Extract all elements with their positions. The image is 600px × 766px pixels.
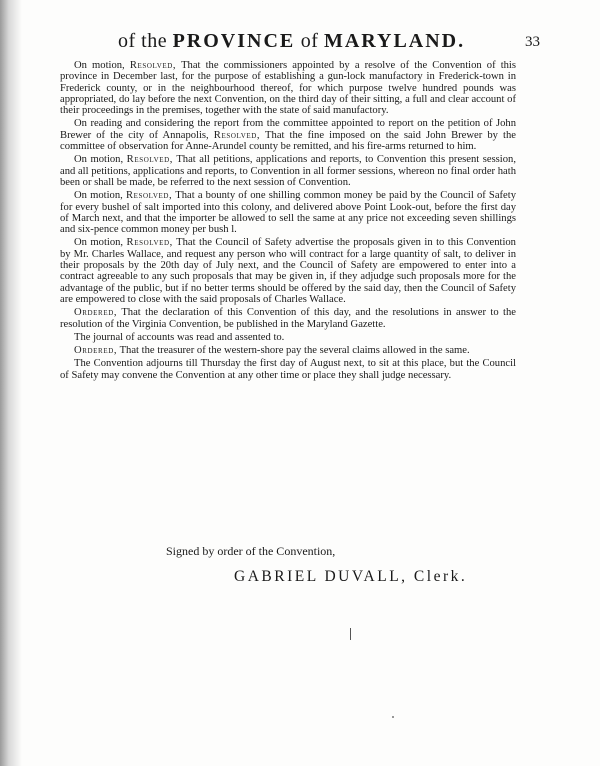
para-keyword: Resolved, (129, 60, 177, 71)
para-lead: The Convention adjourns till Thursday the first day of August next, to sit at this place, but the Council of Safety may convene the Convention at any other time or place they shall judge necessary. (60, 358, 516, 381)
paragraph-salt-bounty (60, 190, 516, 235)
page-header (60, 30, 540, 60)
page-number: 33 (525, 34, 540, 50)
paragraph-treasurer (60, 345, 516, 356)
running-head-mid: of (295, 30, 324, 52)
body-text (60, 60, 516, 383)
para-lead: On motion, (74, 190, 126, 202)
para-text: That the fine imposed on the said John Brewer by the committee of observation for Anne-Arundel county be remitted, and his fire-arms returned to him. (60, 129, 516, 153)
para-text: That a bounty of one shilling common money be paid by the Council of Safety for every bushel of salt imported into this colony, and delivered above Point Look-out, before the first day of March next, and that the importer be allowed to sell the same at any price not exceeding seven shillings and six-pence common money per bush l. (60, 190, 516, 236)
para-lead: On motion, (74, 60, 130, 71)
para-text: That all petitions, applications and reports, to Convention this present session, and all petitions, applications and reports, to Convention in all former sessions, whereon no final order hath been or shall be made, be referred to the next session of Convention. (60, 154, 516, 188)
para-keyword: Ordered, (74, 345, 118, 357)
signed-by-line: Signed by order of the Convention, (166, 544, 336, 558)
running-head-pre: of the (118, 30, 173, 52)
para-keyword: Resolved, (125, 190, 173, 202)
para-lead: On motion, (74, 154, 127, 166)
para-lead: On motion, (74, 237, 127, 249)
para-keyword: Resolved, (213, 129, 261, 141)
paragraph-brewer (60, 118, 516, 152)
running-head (118, 30, 465, 53)
paragraph-wallace (60, 237, 516, 305)
scan-shadow (0, 0, 22, 766)
para-keyword: Resolved, (126, 154, 174, 166)
paragraph-adjourn (60, 358, 516, 381)
para-text: That the commissioners appointed by a resolve of the Convention of this province in December last, for the purpose of establishing a gun-lock manufactory in Frederick-town in Frederick county, or in the neighbourhood thereof, for which purpose twelve hundred pounds was appropriated, do lay before the next Convention, on the third day of their sitting, a full and clear account of their proceedings in the premises, together with the state of said manufactory. (60, 60, 517, 117)
para-keyword: Resolved, (126, 237, 173, 249)
para-lead: On reading and considering the report from the committee appointed to report on the petition of John Brewer of the city of Annapolis, (60, 118, 516, 141)
running-head-maryland: MARYLAND. (323, 30, 466, 52)
para-text: That the declaration of this Convention of this day, and the resolutions in answer to the resolution of the Virginia Convention, be published in the Maryland Gazette. (60, 307, 516, 330)
para-text: That the treasurer of the western-shore pay the several claims allowed in the same. (117, 345, 470, 357)
paragraph-journal (60, 332, 516, 343)
para-lead: The journal of accounts was read and assented to. (74, 331, 285, 343)
ink-mark (350, 628, 351, 640)
para-keyword: Ordered, (74, 307, 118, 319)
running-head-province: PROVINCE (172, 30, 296, 52)
paragraph-petitions (60, 154, 516, 188)
clerk-signature: GABRIEL DUVALL, Clerk. (234, 568, 468, 585)
para-text: That the Council of Safety advertise the proposals given in to this Convention by Mr. Charles Wallace, and request any person who will contract for a large quantity of salt, to deliver in their proposals by the 20th day of July next, and the Council of Safety are empowered to enter into a contract agreeable to any such proposals that may be given in, if they adjudge such proposals more for the advantage of the public, but if no better terms should be offered by the said day, then the Council of Safety are empowered to close with the said proposals of Charles Wallace. (60, 237, 516, 305)
scan-speck (392, 716, 394, 718)
paragraph-gunlock (60, 60, 516, 116)
paragraph-declaration (60, 307, 516, 330)
